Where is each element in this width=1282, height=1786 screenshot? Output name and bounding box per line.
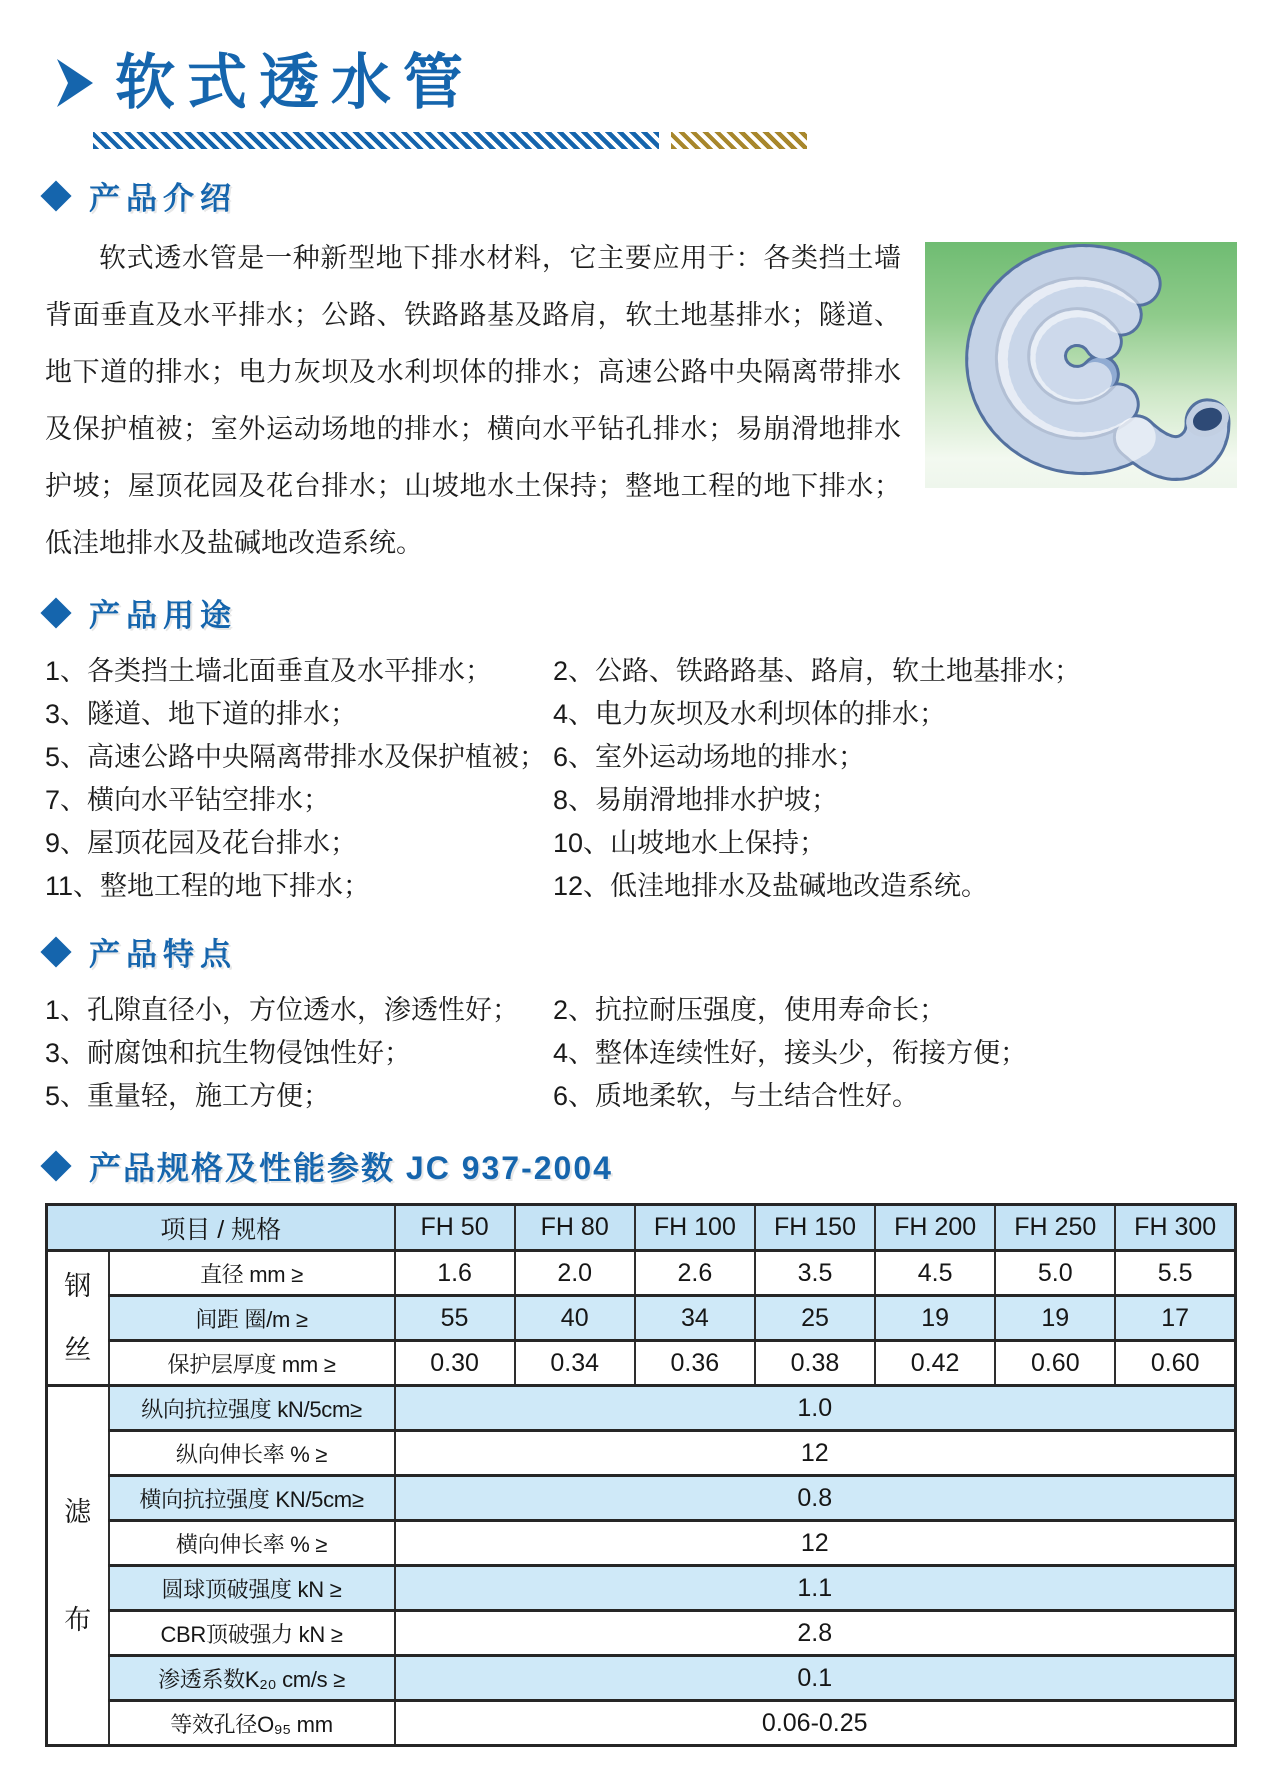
- row-label: 纵向伸长率 % ≥: [109, 1431, 395, 1476]
- row-label: 横向伸长率 % ≥: [109, 1521, 395, 1566]
- diamond-icon: [40, 1150, 71, 1181]
- list-item: 7、横向水平钻空排水；: [45, 785, 331, 815]
- merged-cell-value: 12: [395, 1521, 1236, 1566]
- list-item: 1、孔隙直径小，方位透水，渗透性好；: [45, 995, 520, 1025]
- list-item: 11、整地工程的地下排水；: [45, 871, 371, 901]
- table-row: [47, 1341, 1236, 1386]
- table-row: [47, 1611, 1236, 1656]
- diamond-icon: [40, 597, 71, 628]
- cell-value: 0.60: [995, 1341, 1115, 1386]
- cell-value: 19: [995, 1296, 1115, 1341]
- features-heading-text: 产品特点: [89, 937, 237, 972]
- table-row: [47, 1431, 1236, 1476]
- merged-cell-value: 0.06-0.25: [395, 1701, 1236, 1746]
- row-label: 等效孔径O₉₅ mm: [109, 1701, 395, 1746]
- list-item: 4、整体连续性好，接头少，衔接方便；: [553, 1038, 1028, 1068]
- cell-value: 1.6: [395, 1251, 515, 1296]
- merged-cell-value: 0.1: [395, 1656, 1236, 1701]
- cell-value: 0.36: [635, 1341, 755, 1386]
- intro-paragraph: 软式透水管是一种新型地下排水材料，它主要应用于：各类挡土墙背面垂直及水平排水；公路、铁路路基及路肩，软土地基排水；隧道、地下道的排水；电力灰坝及水利坝体的排水；高速公路中央隔离带排水及保护植被；室外运动场地的排水；横向水平钻孔排水；易崩滑地排水护坡；屋顶花园及花台排水；山坡地水土保持；整地工程的地下排水；低洼地排水及盐碱地改造系统。: [45, 243, 901, 558]
- cell-value: 3.5: [755, 1251, 875, 1296]
- table-row: [47, 1386, 1236, 1431]
- column-header: FH 50: [395, 1205, 515, 1251]
- column-header: FH 250: [995, 1205, 1115, 1251]
- table-row: [47, 1701, 1236, 1746]
- table-row: [47, 1251, 1236, 1296]
- page-title-row: [55, 0, 1237, 116]
- cell-value: 40: [515, 1296, 635, 1341]
- list-item: 6、室外运动场地的排水；: [553, 742, 866, 772]
- gold-stripes-bar: [671, 132, 807, 149]
- column-header: FH 100: [635, 1205, 755, 1251]
- list-item: 1、各类挡土墙北面垂直及水平排水；: [45, 656, 493, 686]
- cell-value: 19: [875, 1296, 995, 1341]
- product-photo: [925, 242, 1237, 488]
- page-title: 软式透水管: [115, 48, 475, 118]
- row-label: 圆球顶破强度 kN ≥: [109, 1566, 395, 1611]
- group-label-filter-cloth: 滤布: [47, 1386, 109, 1746]
- row-label: 纵向抗拉强度 kN/5cm≥: [109, 1386, 395, 1431]
- cell-value: 0.60: [1115, 1341, 1235, 1386]
- merged-cell-value: 1.1: [395, 1566, 1236, 1611]
- intro-heading-text: 产品介绍: [89, 181, 237, 216]
- section-heading-intro: [45, 173, 1237, 218]
- cell-value: 0.38: [755, 1341, 875, 1386]
- cell-value: 2.0: [515, 1251, 635, 1296]
- list-item: 5、重量轻，施工方便；: [45, 1081, 331, 1111]
- intro-body: [45, 230, 1237, 572]
- group-label-steel-wire: 钢丝: [47, 1251, 109, 1386]
- list-item: 3、耐腐蚀和抗生物侵蚀性好；: [45, 1038, 412, 1068]
- list-item: 3、隧道、地下道的排水；: [45, 699, 358, 729]
- table-row: [47, 1656, 1236, 1701]
- table-row: [47, 1296, 1236, 1341]
- cell-value: 25: [755, 1296, 875, 1341]
- arrow-right-icon: [55, 56, 97, 110]
- list-item: 8、易崩滑地排水护坡；: [553, 785, 839, 815]
- specs-table: [45, 1203, 1237, 1747]
- list-item: 12、低洼地排水及盐碱地改造系统。: [553, 871, 989, 901]
- list-item: 6、质地柔软，与土结合性好。: [553, 1081, 920, 1111]
- coiled-pipe-illustration: [925, 242, 1237, 488]
- merged-cell-value: 0.8: [395, 1476, 1236, 1521]
- table-corner-header: 项目 / 规格: [47, 1205, 395, 1251]
- cell-value: 2.6: [635, 1251, 755, 1296]
- column-header: FH 80: [515, 1205, 635, 1251]
- list-item: 2、公路、铁路路基、路肩，软土地基排水；: [553, 656, 1082, 686]
- row-label: 渗透系数K₂₀ cm/s ≥: [109, 1656, 395, 1701]
- diamond-icon: [40, 936, 71, 967]
- merged-cell-value: 2.8: [395, 1611, 1236, 1656]
- table-header-row: [47, 1205, 1236, 1251]
- uses-heading-text: 产品用途: [89, 598, 237, 633]
- row-label: 横向抗拉强度 KN/5cm≥: [109, 1476, 395, 1521]
- table-row: [47, 1566, 1236, 1611]
- blue-stripes-bar: [93, 132, 659, 149]
- cell-value: 5.0: [995, 1251, 1115, 1296]
- cell-value: 4.5: [875, 1251, 995, 1296]
- table-row: [47, 1521, 1236, 1566]
- cell-value: 17: [1115, 1296, 1235, 1341]
- specs-heading-text: 产品规格及性能参数 JC 937-2004: [89, 1150, 613, 1186]
- cell-value: 5.5: [1115, 1251, 1235, 1296]
- cell-value: 0.34: [515, 1341, 635, 1386]
- cell-value: 55: [395, 1296, 515, 1341]
- uses-list: [45, 647, 1237, 905]
- row-label: 保护层厚度 mm ≥: [109, 1341, 395, 1386]
- column-header: FH 300: [1115, 1205, 1235, 1251]
- merged-cell-value: 12: [395, 1431, 1236, 1476]
- diamond-icon: [40, 180, 71, 211]
- list-item: 4、电力灰坝及水利坝体的排水；: [553, 699, 947, 729]
- row-label: CBR顶破强力 kN ≥: [109, 1611, 395, 1656]
- list-item: 2、抗拉耐压强度，使用寿命长；: [553, 995, 947, 1025]
- cell-value: 0.30: [395, 1341, 515, 1386]
- stripe-divider: [93, 132, 807, 149]
- row-label: 直径 mm ≥: [109, 1251, 395, 1296]
- row-label: 间距 圈/m ≥: [109, 1296, 395, 1341]
- column-header: FH 200: [875, 1205, 995, 1251]
- section-heading-features: [45, 929, 1237, 974]
- merged-cell-value: 1.0: [395, 1386, 1236, 1431]
- cell-value: 34: [635, 1296, 755, 1341]
- cell-value: 0.42: [875, 1341, 995, 1386]
- list-item: 9、屋顶花园及花台排水；: [45, 828, 358, 858]
- section-heading-uses: [45, 590, 1237, 635]
- table-row: [47, 1476, 1236, 1521]
- column-header: FH 150: [755, 1205, 875, 1251]
- section-heading-specs: [45, 1143, 1237, 1189]
- list-item: 10、山坡地水上保持；: [553, 828, 827, 858]
- features-list: [45, 986, 1237, 1115]
- list-item: 5、高速公路中央隔离带排水及保护植被；: [45, 742, 547, 772]
